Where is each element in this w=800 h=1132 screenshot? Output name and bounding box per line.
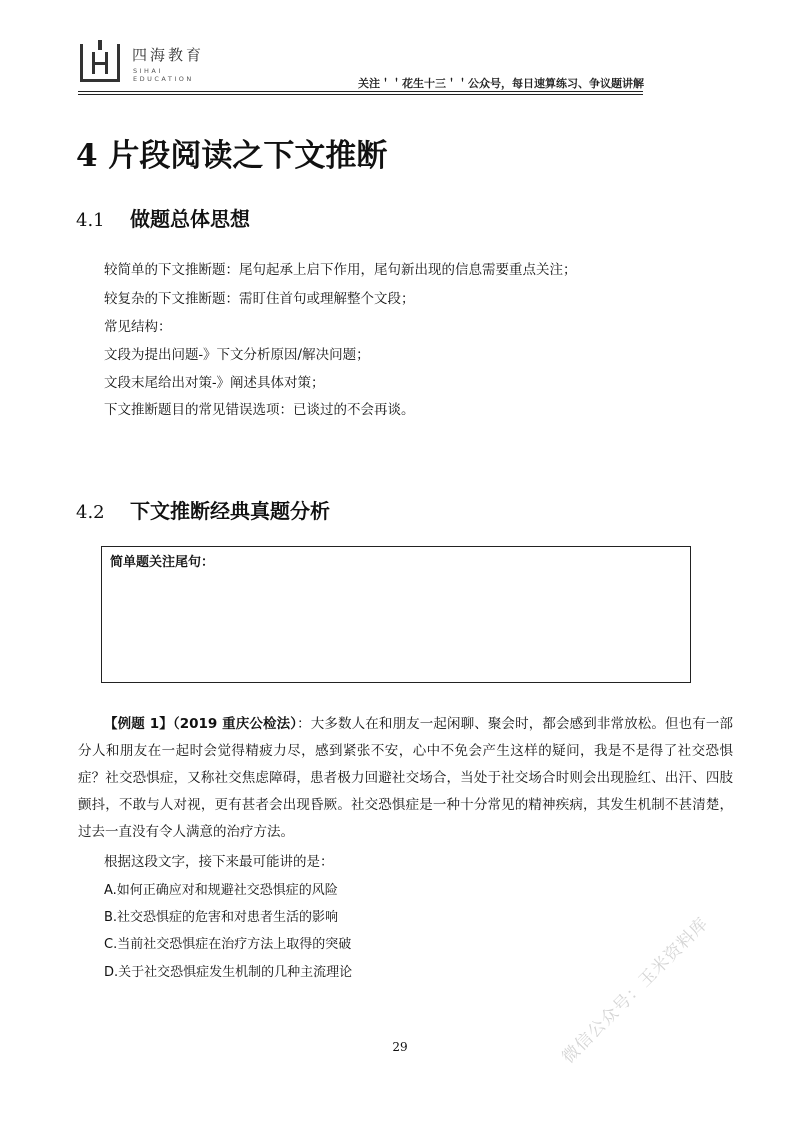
body-line: 较简单的下文推断题：尾句起承上启下作用，尾句新出现的信息需要重点关注； xyxy=(104,262,577,278)
page-number: 29 xyxy=(392,1040,408,1054)
header-divider xyxy=(78,91,643,92)
section-title: 下文推断经典真题分析 xyxy=(130,499,330,523)
option-b: B.社交恐惧症的危害和对患者生活的影响 xyxy=(104,910,339,925)
chapter-title: 4 片段阅读之下文推断 xyxy=(76,138,388,174)
question-stem: 根据这段文字，接下来最可能讲的是： xyxy=(104,854,334,870)
section-heading-2 xyxy=(76,495,330,524)
example-paragraph xyxy=(78,711,733,846)
body-line: 文段为提出问题-》下文分析原因/解决问题； xyxy=(104,347,370,363)
option-a: A.如何正确应对和规避社交恐惧症的风险 xyxy=(104,883,338,898)
watermark: 微信公众号：玉米资料库 xyxy=(558,913,713,1068)
example-label: 【例题 1】（2019 重庆公检法） xyxy=(104,716,298,732)
body-line: 下文推断题目的常见错误选项：已谈过的不会再谈。 xyxy=(104,402,415,418)
brand-mark-icon xyxy=(78,38,124,84)
example-text: ：大多数人在和朋友一起闲聊、聚会时，都会感到非常放松。但也有一部分人和朋友在一起时会觉得精疲力尽，感到紧张不安，心中不免会产生这样的疑问，我是不是得了社交恐惧症？社交恐惧症，又称社交焦虑障碍，患者极力回避社交场合，当处于社交场合时则会出现脸红、出汗、四肢颤抖，不敢与人对视，更有甚者会出现昏厥。社交恐惧症是一种十分常见的精神疾病，其发生机制不甚清楚，过去一直没有令人满意的治疗方法。 xyxy=(78,716,733,840)
section-heading-1 xyxy=(76,203,250,232)
note-box xyxy=(101,546,691,683)
header-divider-secondary xyxy=(78,94,643,95)
header-tagline: 关注＇＇花生十三＇＇公众号，每日速算练习、争议题讲解 xyxy=(358,77,644,90)
brand-logo xyxy=(78,38,208,86)
body-line: 较复杂的下文推断题：需盯住首句或理解整个文段； xyxy=(104,291,415,307)
section-title: 做题总体思想 xyxy=(130,207,250,231)
body-line: 文段末尾给出对策-》阐述具体对策； xyxy=(104,375,325,391)
body-line: 常见结构： xyxy=(104,319,172,335)
option-c: C.当前社交恐惧症在治疗方法上取得的突破 xyxy=(104,937,352,952)
section-number: 4.2 xyxy=(76,502,105,523)
brand-name-en: SIHAI EDUCATION xyxy=(133,67,194,83)
section-number: 4.1 xyxy=(76,210,105,231)
brand-name-cn: 四海教育 xyxy=(132,46,205,64)
note-box-title: 简单题关注尾句： xyxy=(110,555,215,570)
option-d: D.关于社交恐惧症发生机制的几种主流理论 xyxy=(104,965,353,980)
